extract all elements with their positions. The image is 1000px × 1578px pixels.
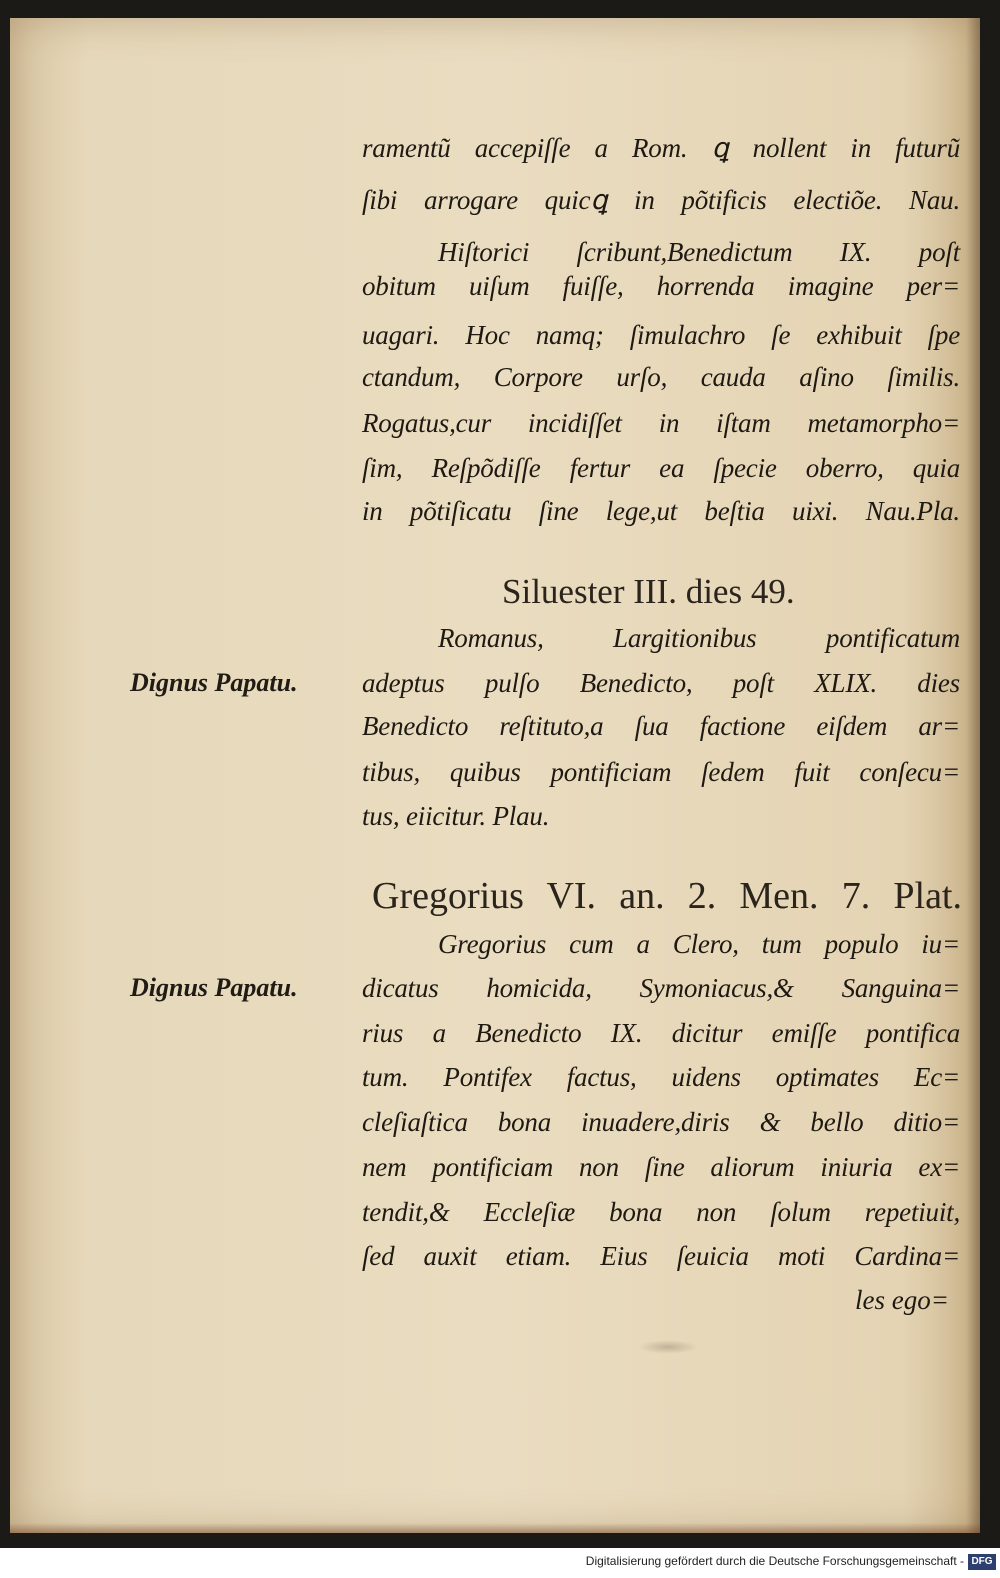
body-line: tus, eiicitur. Plau. — [362, 801, 550, 831]
body-line: adeptus pulſo Benedicto, poſt XLIX. dies — [362, 668, 960, 698]
body-line: obitum uiſum fuiſſe, horrenda imagine per= — [362, 271, 960, 301]
body-line: uagari. Hoc namq; ſimulachro ſe exhibuit ſpe — [362, 320, 960, 350]
body-line: Gregorius cum a Clero, tum populo iu= — [438, 929, 960, 959]
body-line: ſed auxit etiam. Eius ſeuicia moti Cardina= — [362, 1241, 960, 1271]
body-line: Rogatus,cur incidiſſet in iſtam metamorpho= — [362, 408, 960, 438]
body-line: ſibi arrogare quicꝗ in põtificis electiõe. Nau. — [362, 185, 960, 215]
footer-credit: Digitalisierung gefördert durch die Deutsche Forschungsgemeinschaft - — [585, 1554, 964, 1568]
margin-note: Dignus Papatu. — [130, 668, 298, 697]
body-line: tendit,& Eccleſiæ bona non ſolum repetiuit, — [362, 1197, 960, 1227]
body-line: tibus, quibus pontificiam ſedem fuit conſecu= — [362, 757, 960, 787]
section-heading-silvester: Siluester III. dies 49. — [502, 572, 795, 611]
dfg-logo-icon: DFG — [968, 1554, 996, 1570]
body-line: rius a Benedicto IX. dicitur emiſſe pontifica — [362, 1018, 960, 1048]
footer-bar — [0, 1548, 1000, 1578]
body-line: cleſiaſtica bona inuadere,diris & bello ditio= — [362, 1107, 960, 1137]
body-line: ctandum, Corpore urſo, cauda aſino ſimilis. — [362, 362, 960, 392]
page-edge-bottom — [10, 1523, 980, 1533]
section-heading-gregorius: Gregorius VI. an. 2. Men. 7. Plat. — [372, 875, 962, 917]
catchword: les ego= — [855, 1285, 949, 1315]
body-line: nem pontificiam non ſine aliorum iniuria ex= — [362, 1152, 960, 1182]
body-line: ramentũ accepiſſe a Rom. ꝗ nollent in futurũ — [362, 133, 960, 163]
body-line: ſim, Reſpõdiſſe fertur ea ſpecie oberro, quia — [362, 453, 960, 483]
body-line: Benedicto reſtituto,a ſua factione eiſdem ar= — [362, 711, 960, 741]
body-line: Hiſtorici ſcribunt,Benedictum IX. poſt — [438, 237, 960, 267]
margin-note: Dignus Papatu. — [130, 973, 298, 1002]
page-edge-right — [966, 18, 980, 1533]
ink-smudge — [638, 1340, 698, 1354]
body-line: Romanus, Largitionibus pontificatum — [438, 623, 960, 653]
body-line: tum. Pontifex factus, uidens optimates Ec= — [362, 1062, 960, 1092]
body-line: in põtiſicatu ſine lege,ut beſtia uixi. Nau.Pla. — [362, 496, 960, 526]
body-line: dicatus homicida, Symoniacus,& Sanguina= — [362, 973, 960, 1003]
